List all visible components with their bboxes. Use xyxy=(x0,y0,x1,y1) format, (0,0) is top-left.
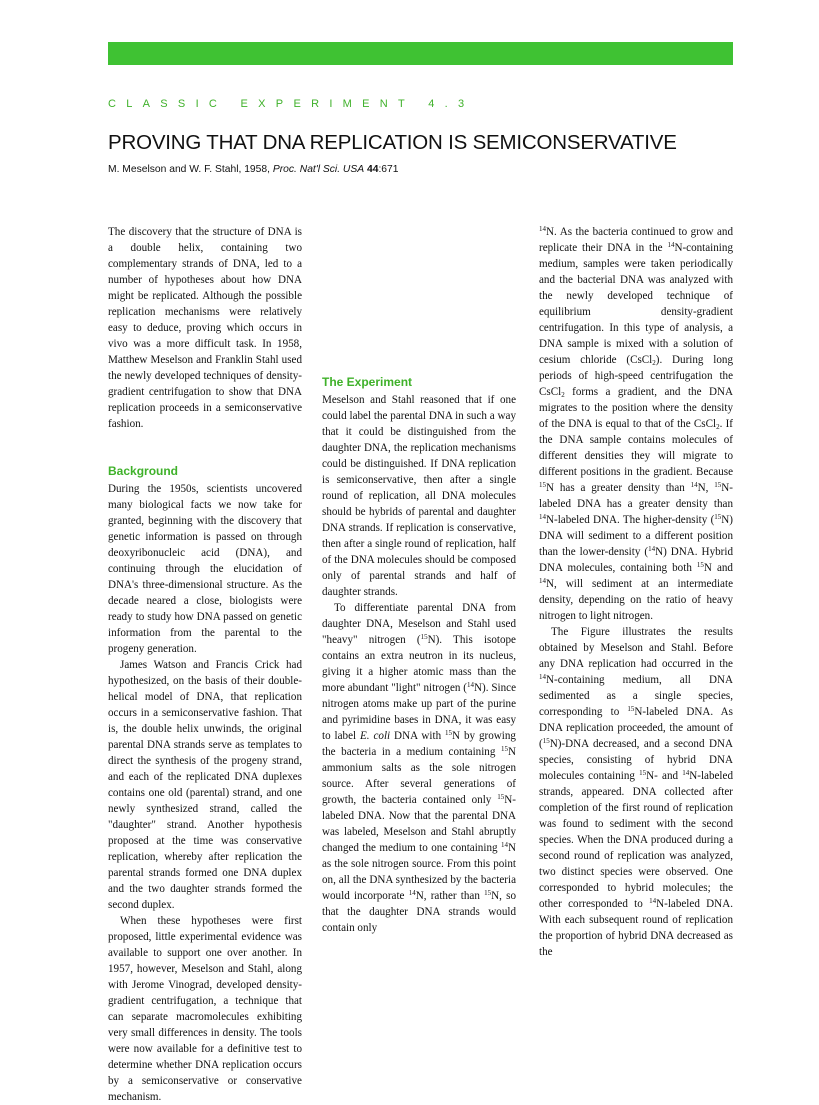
citation xyxy=(108,164,398,175)
background-paragraph-2: James Watson and Francis Crick had hypothesized, on the basis of their double-helical model of DNA, that replication occurs in a semiconservative fashion. That is, the double helix unwinds, the original parental DNA strands serve as templates to direct the synthesis of the progeny strand, and each of the replicated DNA duplexes contains one old (parental) strand, and one newly synthesized strand, called the "daughter" strand. Another hypothesis proposed at the time was conservative replication, whereby after replication the parental strands formed one DNA duplex and the two daughter strands formed the second duplex. xyxy=(108,659,302,911)
background-heading: Background xyxy=(108,464,179,478)
experiment-paragraph-2: To differentiate parental DNA from daughter DNA, Meselson and Stahl used "heavy" nitrogen ($^{15}$N). This isotope contains an extra neutron in its nucleus, giving it a higher atomic mass than the more abundant "light" nitrogen ($^{14}$N). Since nitrogen atoms make up part of the purine and pyrimidine bases in DNA, it was easy to label E. coli DNA with $^{15}$N by growing the bacteria in a medium containing $^{15}$N ammonium salts as the sole nitrogen source. After several generations of growth, the bacteria contained only $^{15}$N-labeled DNA. Now that the parental DNA was labeled, Meselson and Stahl abruptly changed the medium to one containing $^{14}$N as the sole nitrogen source. From this point on, all the DNA synthesized by the bacteria would incorporate $^{14}$N, rather than $^{15}$N, so that the daughter DNA strands would contain only xyxy=(322,602,516,934)
citation-volume: 44 xyxy=(366,164,379,175)
column-2-continuation-space xyxy=(322,224,516,352)
section-kicker: CLASSIC EXPERIMENT 4.3 xyxy=(108,98,475,110)
experiment-paragraph-1: Meselson and Stahl reasoned that if one could label the parental DNA in such a way that it could be distinguished from the daughter DNA, the replication mechanisms could be distinguished. If DNA replication is semiconservative, then after a single round of replication, all DNA molecules should be hybrids of parental and daughter DNA strands. If replication is conservative, then after a single round of replication, half of the DNA molecules should be composed only of parental strands and half of daughter strands. xyxy=(322,394,516,598)
experiment-heading: The Experiment xyxy=(322,375,413,389)
background-paragraph-3: When these hypotheses were first proposed, little experimental evidence was available to support one over another. In 1957, however, Meselson and Stahl, along with Jerome Vinograd, developed density-gradient centrifugation, a technique that can separate macromolecules exhibiting very small differences in density. The tools were now available for a definitive test to determine whether DNA replication occurs by a semiconservative or conservative mechanism. xyxy=(108,915,302,1103)
background-paragraph-1: During the 1950s, scientists uncovered many biological facts we now take for granted, beginning with the discovery that genetic information is passed on through deoxyribonucleic acid (DNA), and continuing through the elucidation of DNA's three-dimensional structure. As the decade neared a close, biologists were ready to study how DNA passed on genetic information from the parental to the progeny generation. xyxy=(108,483,302,655)
intro-paragraph: The discovery that the structure of DNA is a double helix, containing two complementary strands of DNA, led to a number of hypotheses about how DNA might be replicated. Although the possible replication mechanisms were relatively easy to deduce, proving which occurs in vivo was a more difficult task. In 1958, Matthew Meselson and Franklin Stahl used the newly developed techniques of density-gradient centrifugation to show that DNA replication proceeds in a semiconservative fashion. xyxy=(108,226,302,430)
text-column-2 xyxy=(322,224,516,936)
header-accent-bar xyxy=(108,42,733,65)
text-column-1 xyxy=(108,224,302,1105)
citation-page: :671 xyxy=(378,164,399,175)
article-title: PROVING THAT DNA REPLICATION IS SEMICONSERVATIVE xyxy=(108,131,677,154)
experiment-paragraph-3: $^{14}$N. As the bacteria continued to grow and replicate their DNA in the $^{14}$N-containing medium, samples were taken periodically and the bacterial DNA was analyzed with the newly developed technique of equilibrium density-gradient centrifugation. In this type of analysis, a DNA sample is mixed with a solution of cesium chloride (CsCl$_2$). During long periods of high-speed centrifugation the CsCl$_2$ forms a gradient, and the DNA migrates to the position where the density of the DNA is equal to that of the CsCl$_2$. If the DNA sample contains molecules of different densities they will migrate to different positions in the gradient. Because $^{15}$N has a greater density than $^{14}$N, $^{15}$N-labeled DNA has a greater density than $^{14}$N-labeled DNA. The higher-density ($^{15}$N) DNA will sediment to a different position than the lower-density ($^{14}$N) DNA. Hybrid DNA molecules, containing both $^{15}$N and $^{14}$N, will sediment at an intermediate density, depending on the ratio of heavy nitrogen to light nitrogen. xyxy=(539,225,733,622)
text-column-3 xyxy=(539,224,733,960)
citation-authors: M. Meselson and W. F. Stahl, 1958, xyxy=(108,164,270,175)
citation-journal: Proc. Nat'l Sci. USA xyxy=(272,164,365,175)
results-paragraph: The Figure illustrates the results obtained by Meselson and Stahl. Before any DNA replication had occurred in the $^{14}$N-containing medium, all DNA sedimented as a single species, corresponding to $^{15}$N-labeled DNA. As DNA replication proceeded, the amount of ($^{15}$N)-DNA decreased, and a second DNA species, consisting of hybrid DNA molecules containing $^{15}$N- and $^{14}$N-labeled strands, appeared. DNA collected after completion of the first round of replication was found to sediment with the second species. When the DNA produced during a second round of replication was analyzed, two distinct species were observed. One corresponded to hybrid molecules; the other corresponded to $^{14}$N-labeled DNA. With each subsequent round of replication the proportion of hybrid DNA decreased as the xyxy=(539,626,734,958)
